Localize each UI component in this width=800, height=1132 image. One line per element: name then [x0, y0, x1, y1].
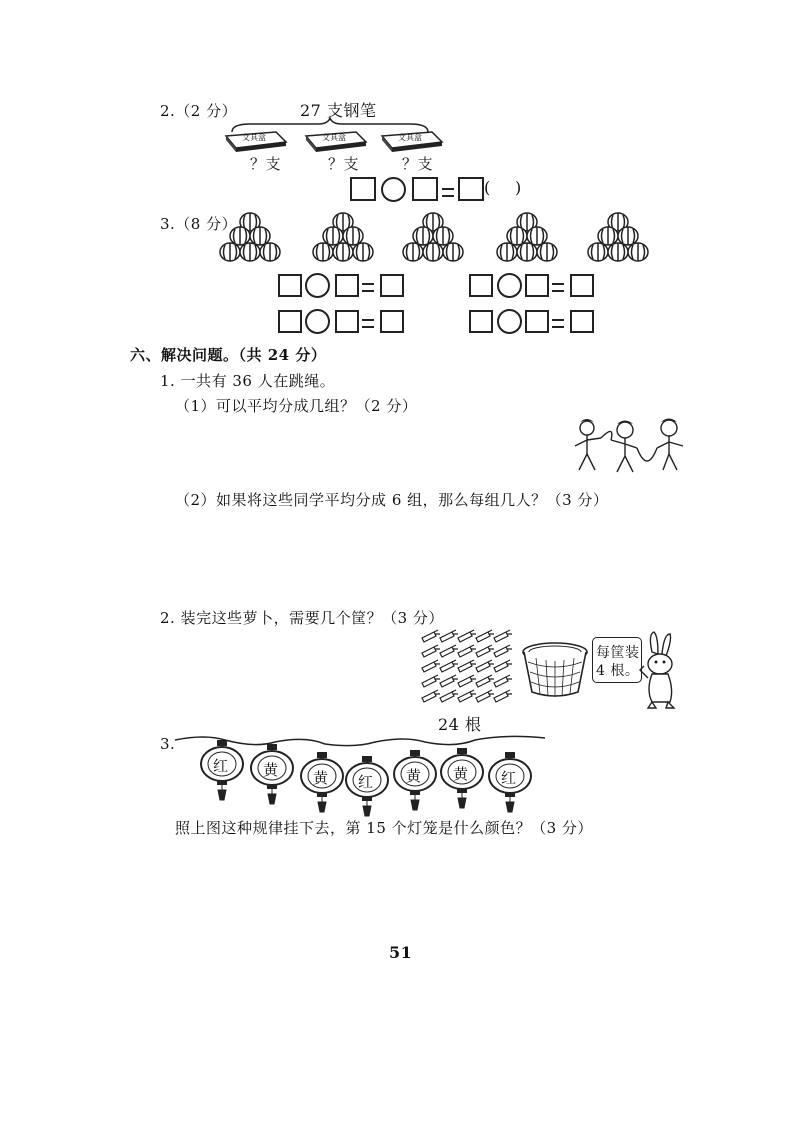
answer-box[interactable] — [335, 310, 359, 333]
watermelon-groups — [0, 0, 800, 280]
answer-box[interactable] — [380, 310, 404, 333]
answer-box[interactable] — [469, 310, 493, 333]
rabbit-illustration — [638, 632, 688, 712]
lantern — [488, 752, 532, 814]
speech-bubble — [592, 637, 642, 683]
unit-paren-close: ) — [515, 178, 522, 197]
watermelon-pile — [497, 213, 557, 261]
pencil-box-label: 文具盒 — [242, 133, 266, 142]
jump-rope-kids-illustration — [565, 418, 695, 476]
lantern-label: 红 — [358, 773, 374, 791]
operator-circle[interactable] — [497, 273, 522, 298]
q3-label: 3.（8 分） — [160, 215, 238, 233]
problem2-stem: 2. 装完这些萝卜，需要几个筐？（3 分） — [160, 609, 444, 627]
lantern — [250, 744, 294, 806]
answer-box[interactable] — [469, 274, 493, 297]
answer-box[interactable] — [278, 310, 302, 333]
problem1-sub1: （1）可以平均分成几组？（2 分） — [175, 397, 418, 415]
watermelon-pile — [588, 213, 648, 261]
equals-sign — [552, 283, 564, 292]
problem3-number: 3. — [160, 735, 176, 753]
lantern — [345, 756, 389, 818]
carrot-count-label: 24 根 — [438, 715, 482, 734]
operator-circle[interactable] — [305, 273, 330, 298]
carrots-illustration — [420, 630, 520, 710]
lantern-label: 黄 — [313, 769, 329, 787]
lantern — [200, 740, 244, 802]
operator-circle[interactable] — [497, 309, 522, 334]
pencil-box-label: 文具盒 — [398, 133, 422, 142]
answer-box[interactable] — [380, 274, 404, 297]
q2-total-label: 27 支钢笔 — [300, 101, 377, 120]
unit-paren-open: ( — [484, 178, 491, 197]
equals-sign — [552, 319, 564, 328]
problem1-sub2: （2）如果将这些同学平均分成 6 组，那么每组几人？（3 分） — [175, 491, 609, 509]
lantern-label: 黄 — [453, 765, 469, 783]
watermelon-pile — [220, 213, 280, 261]
bubble-line1: 每筐装 — [596, 645, 640, 661]
lantern — [300, 752, 344, 814]
answer-box[interactable] — [570, 310, 594, 333]
section6-heading: 六、解决问题。（共 24 分） — [130, 346, 327, 364]
lantern — [440, 748, 484, 810]
bubble-line2: 4 根。 — [596, 663, 640, 679]
answer-box[interactable] — [525, 310, 549, 333]
equals-sign — [362, 319, 374, 328]
basket-illustration — [520, 640, 590, 700]
answer-box[interactable] — [278, 274, 302, 297]
lantern-label: 黄 — [263, 761, 279, 779]
lantern-label: 红 — [501, 769, 517, 787]
q2-qty-1: ？支 — [250, 155, 282, 173]
q2-qty-2: ？支 — [328, 155, 360, 173]
lantern-label: 红 — [213, 757, 229, 775]
lantern — [393, 750, 437, 812]
answer-box[interactable] — [525, 274, 549, 297]
equals-sign — [362, 283, 374, 292]
page-number: 51 — [389, 943, 413, 962]
watermelon-pile — [313, 213, 373, 261]
lantern-label: 黄 — [406, 767, 422, 785]
pencil-box-label: 文具盒 — [322, 133, 346, 142]
watermelon-pile — [403, 213, 463, 261]
q2-qty-3: ？支 — [402, 155, 434, 173]
operator-circle[interactable] — [305, 309, 330, 334]
answer-box[interactable] — [570, 274, 594, 297]
q2-label: 2.（2 分） — [160, 102, 238, 120]
problem1-stem: 1. 一共有 36 人在跳绳。 — [160, 372, 336, 390]
problem3-question: 照上图这种规律挂下去，第 15 个灯笼是什么颜色？（3 分） — [175, 819, 593, 837]
answer-box[interactable] — [335, 274, 359, 297]
